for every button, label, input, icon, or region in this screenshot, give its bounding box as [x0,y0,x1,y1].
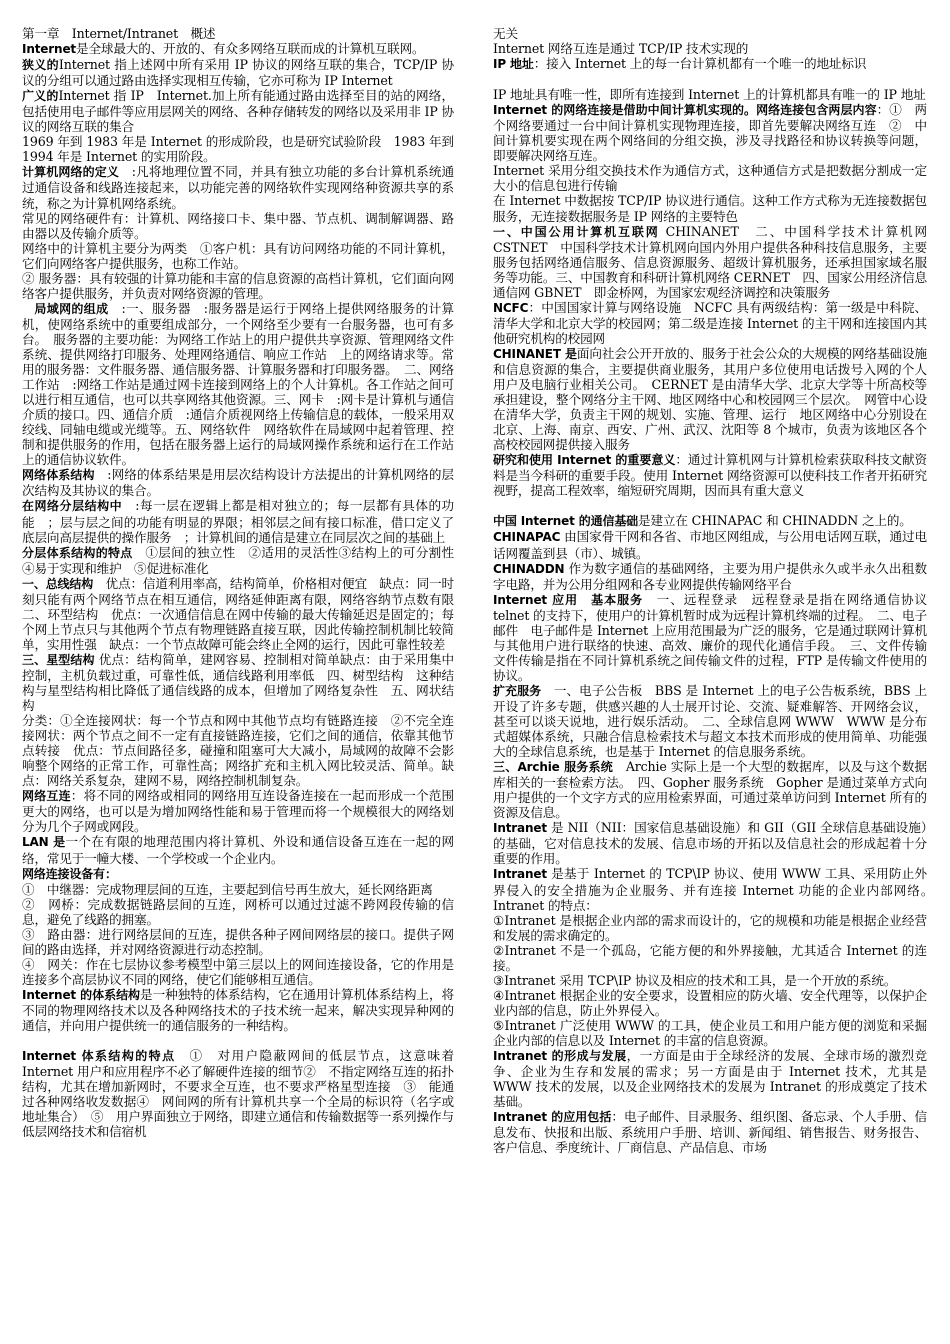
paragraph [22,271,454,301]
paragraph-text: 一、远程登录 远程登录是指在网络通信协议 telnet 的支持下，使用户的计算机暂时成为远程计算机终端的过程。 二、电子邮件 电子邮件是 Internet 上应用范围最为广泛的服务，它是通过联网计算机与其他用户进行联络的快速、高效、廉价的现代化通信手段。 三、文件传输 文件传输是指在不同计算机系统之间传输文件的过程，FTP 是传输文件使用的协议。 [493,591,940,683]
paragraph [22,241,454,271]
paragraph-text: Internet 指 IP Internet.加上所有能通过路由选择至目的站的网络，包括使用电子邮件等应用层网关的网络、各种存储转发的网络以及采用非 IP 协议的网络互联的集合 [22,88,454,135]
paragraph [22,467,454,498]
paragraph [493,759,927,820]
paragraph-lead: CHINADDN [493,561,565,576]
paragraph [22,164,454,210]
paragraph-text: :每一层在逻辑上都是相对独立的；每一层都有具体的功能 ；层与层之间的功能有明显的界限；相邻层之间有接口标准，借口定义了底层向高层提供的操作服务 ；计算机间的通信是建立在同层次之间的基础上 [22,498,454,545]
paragraph [22,987,454,1033]
paragraph-text: ：电子邮件、目录服务、组织图、备忘录、个人手册、信息发布、快报和出版、系统用户手册、培训、新闻组、销售报告、财务报告、客户信息、季度统计、厂商信息、产品信息、市场 [493,1109,927,1156]
blank-line [22,1033,454,1048]
paragraph [493,1109,927,1155]
paragraph-lead: 三、星型结构 [22,652,95,667]
paragraph [22,957,454,987]
paragraph [493,300,927,346]
paragraph-text: 第一章 Internet/Intranet 概述 [22,26,216,41]
paragraph-text: ② 网桥：完成数据链路层间的互连，网桥可以通过过滤不跨网段传输的信息，避免了线路的拥塞。 [22,896,454,927]
paragraph [493,1018,927,1048]
paragraph-text: ：中国国家计算与网络设施 NCFC 具有两级结构：第一级是中科院、清华大学和北京大学的校园网；第二级是连接 Internet 的主干网和连接国内其他研究机构的校园网 [493,299,927,346]
paragraph [22,88,454,134]
paragraph-lead: Internet 的体系结构 [22,987,141,1002]
paragraph-lead: LAN 是 [22,835,66,850]
paragraph-text: Internet 网络互连是通过 TCP/IP 技术实现的 [493,41,749,57]
paragraph-lead: Intranet 的形成与发展 [493,1049,627,1064]
paragraph [22,498,454,544]
paragraph [22,41,454,57]
paragraph [22,134,454,164]
paragraph [22,544,467,576]
blank-line [493,72,927,87]
right-column [493,26,940,1338]
paragraph [493,529,927,560]
paragraph [493,193,927,223]
paragraph-text: 优点：信道利用率高，结构简单，价格相对便宜 缺点：同一时刻只能有两个网络节点在相互通信，网络延伸距离有限，网络容纳节点数有限 二、环型结构 优点：一次通信信息在网中传输的最大传输延迟是固定的；每个网上节点只与其他两个节点有物理链路直接互联，因此传输控制机制比较简单，实用性强 缺点：一个节点故障可能会终止全网的运行，因此可靠性较差 [22,575,467,652]
paragraph [493,513,927,529]
paragraph-text: 无关 [493,26,518,41]
paragraph-text: ① 对用户隐蔽网间的低层节点，这意味着 Internet 用户和应用程序不必了解硬件连接的细节② 不指定网络互连的拓扑结构，尤其在增加新网时，不要求全互连，也不要求严格星型连接 ③ 能通过各种网络收发数据④ 网间网的所有计算机共享一个全局的标识符（名字或地址集合） ⑤ 用户界面独立于网络，即建立通信和传输数据等一系列操作与低层网络技术和信宿机 [22,1048,454,1140]
paragraph [493,988,927,1018]
paragraph [493,346,927,452]
paragraph-text: 一、电子公告板 BBS 是 Internet 上的电子公告板系统，BBS 上开设了许多专题，供感兴趣的人士展开讨论、交流、疑难解答、开网络会议，甚至可以谈天说地，进行娱乐活动。 二、全球信息网 WWW WWW 是分布式超媒体系统，只融合信息检索技术与超文本技术而形成的使用简单、功能强大的全球信息系统，也是基于 Internet 的信息服务系统。 [493,682,927,760]
paragraph [493,102,927,163]
paragraph [493,913,927,943]
paragraph-text: ① 中继器：完成物理层间的互连，主要起到信号再生放大，延长网络距离 [22,881,433,897]
paragraph-text: Internet 指上述网中所有采用 IP 协议的网络互联的集合，TCP/IP 协议的分组可以通过路由选择实现相互传输，它亦可称为 IP Internet [22,57,454,89]
paragraph-text: ①Intranet 是根据企业内部的需求而设计的，它的规模和功能是根据企业经营和发展的需求确定的。 [493,912,927,943]
paragraph-text: ：接入 Internet 上的每一台计算机都有一个唯一的地址标识 [533,56,867,72]
paragraph [493,591,940,683]
paragraph [493,943,927,973]
paragraph [22,211,454,241]
paragraph [493,820,927,866]
paragraph [493,452,927,498]
paragraph-text: 是建立在 CHINAPAC 和 CHINADDN 之上的。 [638,513,912,529]
paragraph-lead: 分层体系结构的特点 [22,545,133,560]
paragraph-text: 在 Internet 中数据按 TCP/IP 协议进行通信。这种工作方式称为无连接数据包服务，无连接数据服务是 IP 网络的主要特色 [493,193,927,224]
paragraph-text: ①层间的独立性 ②适用的灵活性③结构上的可分割性 ④易于实现和维护 ⑤促进标准化 [22,544,467,576]
paragraph-lead: Internet 体系结构的特点 [22,1049,176,1064]
paragraph-text: ③Intranet 采用 TCP\IP 协议及相应的技术和工具，是一个开放的系统。 [493,972,897,988]
paragraph-text: 是 NII（NII：国家信息基础设施）和 GII（GII 全球信息基础设施）的基础，它对信息技术的发展、信息市场的开拓以及信息社会的形成起着十分重要的作用。 [493,820,927,867]
paragraph-lead: 中国 Internet 的通信基础 [493,514,639,529]
paragraph [493,1048,927,1109]
paragraph [493,973,927,988]
paragraph [22,866,454,882]
paragraph [493,163,927,193]
paragraph [493,224,927,300]
paragraph-lead: NCFC [493,300,529,315]
paragraph-text: Archie 实际上是一个大型的数据库，以及与这个数据库相关的一套检索方法。 四、Gopher 服务系统 Gopher 是通过菜单方式向用户提供的一个文字方式的应用检索界面，可通过菜单访问到 Internet 所有的资源及信息。 [493,759,927,821]
paragraph [22,927,454,957]
paragraph [22,57,454,88]
paragraph-lead: 网络连接设备有： [22,866,117,881]
paragraph-lead: Intranet [493,867,547,882]
paragraph-text: ④ 网关：作在七层协议参考模型中第三层以上的网间连接设备，它的作用是连接多个高层协议不同的网络，使它们能够相互通信。 [22,956,454,987]
paragraph-lead: 扩充服务 [493,683,542,698]
paragraph-text: Internet 采用分组交换技术作为通信方式，这种通信方式是把数据分割成一定大小的信息包进行传输 [493,163,927,194]
paragraph-lead: 局域网的组成 [22,301,109,316]
paragraph-lead: 在网络分层结构中 [22,499,123,514]
paragraph [22,1048,454,1139]
paragraph [22,834,454,865]
paragraph [493,41,927,56]
paragraph-text: :一、服务器 :服务器是运行于网络上提供网络服务的计算机，使网络系统中的重要组成部分，一个网络至少要有一台服务器，也可有多台。 服务器的主要功能：为网络工作站上的用户提供共享资源、管理网络文件系统、提供网络打印服务、处理网络通信、响应工作站 上的网络请求等。常用的服务器：文件服务器、通信服务器、计算服务器和打印服务器。 二、网络工作站 :网络工作站是通过网卡连接到网络上的个人计算机。各工作站之间可以进行相互通信，也可以共享网络其他资源。三、网卡 :网卡是计算机与通信介质的接口。四、通信介质 :通信介质视网络上传输信息的载体，一般采用双绞线、同轴电缆或光缆等。五、网络软件 网络软件在局域网中起着管理、控制和提供服务的作用，包括在服务器上运行的局域网操作系统和运行在工作站上的通信协议软件。 [22,300,454,468]
paragraph-lead: 广义的 [22,89,59,104]
paragraph-lead: CHINAPAC [493,530,561,545]
paragraph-lead: 网络体系结构 [22,468,95,483]
paragraph [493,26,927,41]
paragraph-text: 面向社会公开开放的、服务于社会公众的大规模的网络基础设施和信息资源的集合，主要提供商业服务，其用户多位使用电话拨号入网的个人用户及电脑行业相关公司。 CERNET 是由清华大学、北京大学等十所高校等承担建设，整个网络分主干网、地区网络中心和校园网三个层次。 网管中心设在清华大学，负责主干网的规划、实施、管理、运行 地区网络中心分别设在北京、上海、南京、西安、广州、武汉、沈阳等 8 个城市，负责为该地区各个高校校园网提供接入服务 [493,345,927,453]
paragraph-text: ② 服务器：具有较强的计算功能和丰富的信息资源的高档计算机，它们面向网络客户提供服务，并负责对网络资源的管理。 [22,270,454,301]
paragraph [22,788,454,834]
paragraph [22,652,454,713]
paragraph-lead: 计算机网络的定义 [22,165,120,180]
paragraph [22,575,467,652]
paragraph-lead: 一、总线结构 [22,576,94,591]
paragraph-text: ③ 路由器：进行网络层间的互连，提供各种子网间网络层的接口。提供子网间的路由选择，并对网络资源进行动态控制。 [22,926,454,957]
paragraph-lead: 一、中国公用计算机互联网 [493,224,660,239]
paragraph-text: ，一方面是由于全球经济的发展、全球市场的激烈竞争、企业为生存和发展的需求；另一方面是由于 Internet 技术，尤其是 WWW 技术的发展，以及企业网络技术的发展为 Intranet 的形成奠定了技术基础。 [493,1048,927,1110]
paragraph [493,561,927,592]
blank-line [493,498,927,513]
paragraph [493,683,927,759]
paragraph-text: ：将不同的网络或相同的网络用互连设备连接在一起而形成一个范围更大的网络，也可以是为增加网络性能和易于管理而将一个规模很大的网络划分为几个子网或网段。 [22,788,454,835]
paragraph-text: ⑤Intranet 广泛使用 WWW 的工具，使企业员工和用户能方便的浏览和采掘企业内部的信息以及 Internet 的丰富的信息资源。 [493,1017,927,1048]
paragraph [493,866,940,913]
paragraph-text: 1969 年到 1983 年是 Internet 的形成阶段，也是研究试验阶段 1983 年到 1994 年是 Internet 的实用阶段。 [22,134,454,165]
paragraph [493,56,927,72]
paragraph-text: 是一种独特的体系结构，它在通用计算机体系结构上，将不同的物理网络技术以及各种网络技术的子技术统一起来，解决实现异种网的通信，并向用户提供统一的通信服务的一种结构。 [22,986,454,1034]
paragraph-lead: Internet 应用 基本服务 [493,592,644,607]
paragraph-text: ：通过计算机网与计算机检索获取科技文献资料是当今科研的重要手段。使用 Internet 网络资源可以使科技工作者开拓研究视野，提高工程效率，缩短研究周期，因而具有重大意义 [493,452,927,499]
paragraph-lead: 三、Archie 服务系统 [493,760,613,775]
paragraph-text: :凡将地理位置不同，并具有独立功能的多台计算机系统通过通信设备和线路连接起来，以功能完善的网络软件实现网络种资源共享的系统，称之为计算机网络系统。 [22,164,454,211]
paragraph-lead: 网络互连 [22,789,71,804]
paragraph-text: IP 地址具有唯一性，即所有连接到 Internet 上的计算机都具有唯一的 IP 地址 [493,87,926,103]
paragraph-text: 分类：①全连接网状：每一个节点和网中其他节点均有链路连接 ②不完全连接网状：两个节点之间不一定有直接链路连接，它们之间的通信，依靠其他节点转接 优点：节点间路径多，碰撞和阻塞可大大减小，局域网的故障不会影响整个网络的正常工作，可靠性高；网络扩充和主机入网比较灵活、简单。缺点：网络关系复杂，建网不易，网络控制机制复杂。 [22,713,454,789]
paragraph-text: 优点：结构简单，建网容易、控制相对简单缺点：由于采用集中控制，主机负载过重，可靠性低，通信线路利用率低 四、树型结构 这种结构与星型结构相比降低了通信线路的成本，但增加了网络复杂性 五、网状结构 [22,651,454,714]
paragraph-text: CHINANET 二、中国科学技术计算机网 CSTNET 中国科学技术计算机网向国内外用户提供各种科技信息服务，主要服务包括网络通信服务、信息资源服务、超级计算机服务，还承担国家域名服务等功能。三、中国教育和科研计算机网络 CERNET 四、国家公用经济信息通信网 GBNET 即金桥网，为国家宏观经济调控和决策服务 [493,223,927,300]
paragraph [22,26,454,41]
paragraph-text: 由国家骨干网和各省、市地区网组成，与公用电话网互联，通过电话网覆盖到县（市）、城镇。 [493,529,927,561]
paragraph [22,897,454,927]
paragraph-text: ：① 两个网络要通过一台中间计算机实现物理连接，即首先要解决网络互连 ② 中间计算机要实现在两个网络间的分组交换，涉及寻找路径和协议转换等问题，即要解决网络互连。 [493,102,928,164]
paragraph-text: 一个在有限的地理范围内将计算机、外设和通信设备互连在一起的网络，常见于一幢大楼、一个学校或一个企业内。 [22,834,454,866]
paragraph-text: 作为数字通信的基础网络，主要为用户提供永久或半永久出租数字电路，并为公用分组网和各专业网提供传输网络平台 [493,560,927,592]
paragraph [22,301,454,468]
paragraph [493,87,927,102]
paragraph-text: :网络的体系结果是用层次结构设计方法提出的计算机网络的层次结构及其协议的集合。 [22,467,454,499]
paragraph [22,882,454,897]
paragraph-text: 常见的网络硬件有：计算机、网络接口卡、集中器、节点机、调制解调器、路由器以及传输介质等。 [22,210,454,241]
paragraph-text: ④Intranet 根据企业的安全要求，设置相应的防火墙、安全代理等，以保护企业内部的信息，防止外界侵入。 [493,987,927,1018]
paragraph-lead: 狭义的 [22,58,59,73]
paragraph-lead: Internet 的网络连接是借助中间计算机实现的。网络连接包含两层内容 [493,103,877,118]
paragraph-lead: CHINANET 是 [493,346,577,361]
paragraph-lead: Intranet [493,821,547,836]
paragraph-text: ②Intranet 不是一个孤岛，它能方便的和外界接触，尤其适合 Internet 的连接。 [493,942,927,973]
paragraph-text: 是基于 Internet 的 TCP\IP 协议、使用 WWW 工具、采用防止外界侵入的安全措施为企业服务、并有连接 Internet 功能的企业内部网络。 Intranet 的特点： [493,866,940,913]
paragraph-text: 网络中的计算机主要分为两类 ①客户机：具有访问网络功能的不同计算机，它们向网络客户提供服务，也称工作站。 [22,240,454,271]
paragraph-lead: Internet [22,42,77,57]
paragraph-lead: 研究和使用 Internet 的重要意义 [493,453,676,468]
left-column [22,26,467,1338]
paragraph-lead: Intranet 的应用包括 [493,1110,612,1125]
paragraph [22,713,454,788]
paragraph-lead: IP 地址 [493,57,534,72]
paragraph-text: 是全球最大的、开放的、有众多网络互联而成的计算机互联网。 [76,41,425,57]
